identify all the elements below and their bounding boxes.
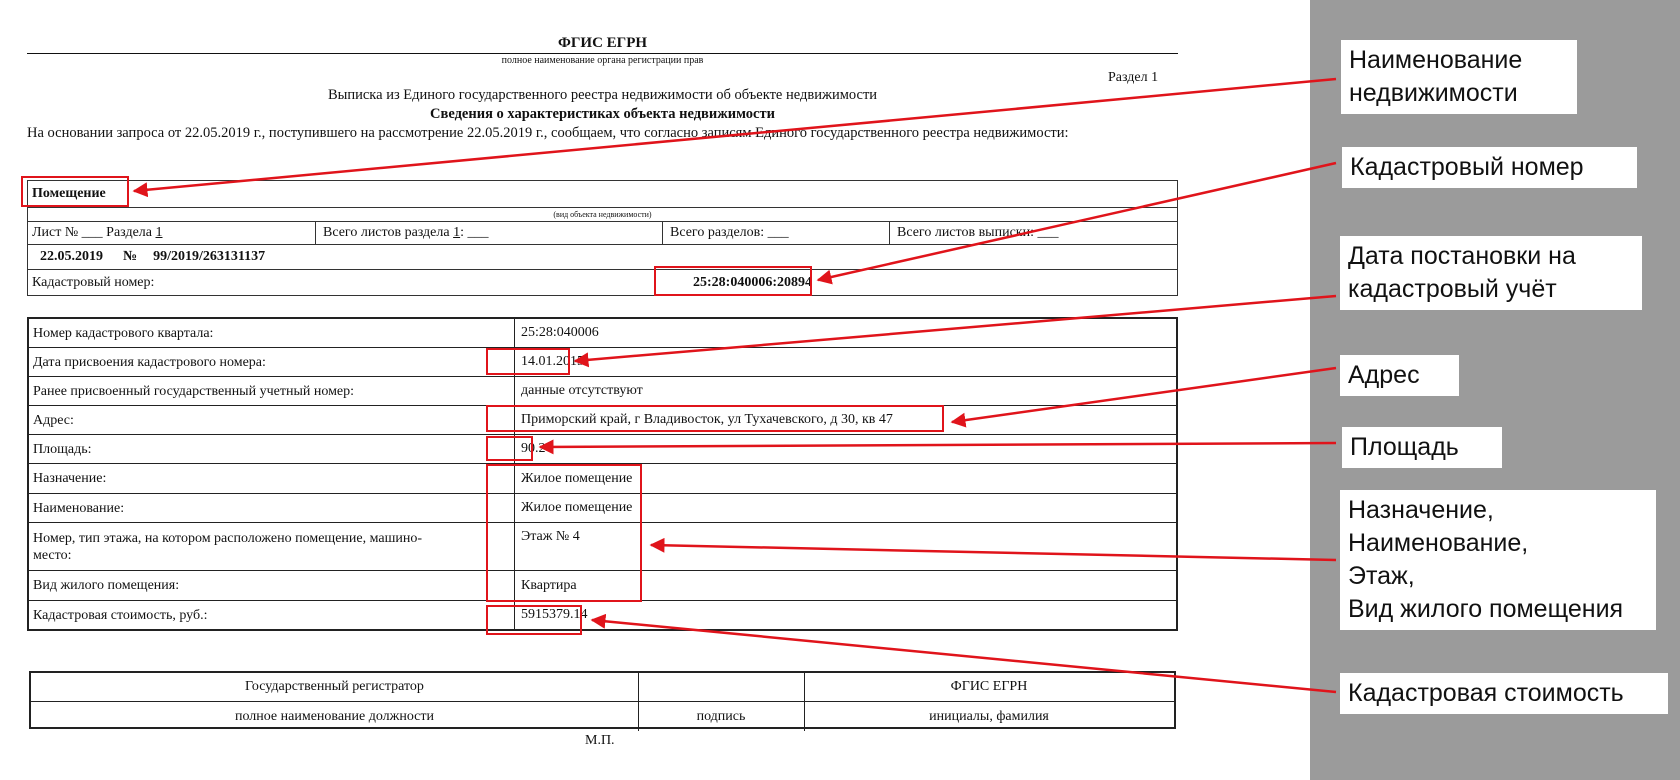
divider <box>315 222 316 244</box>
callout-purpose-line: Вид жилого помещения <box>1348 595 1624 623</box>
row-label: Номер, тип этажа, на котором расположено помещение, машино-место: <box>33 530 423 563</box>
signature-bottom-row <box>31 702 1174 731</box>
row-value: 25:28:040006 <box>521 325 599 340</box>
row-label: Площадь: <box>33 441 92 457</box>
highlight-object-type <box>21 176 129 207</box>
sheet-info-row <box>28 222 1177 245</box>
callout-purpose-line: Наименование, <box>1348 529 1529 557</box>
cadastral-number: 25:28:040006:20894 <box>693 275 812 290</box>
extract-date: 22.05.2019 <box>40 249 103 264</box>
total-sheets-cell <box>319 222 489 244</box>
object-type-caption-row <box>28 208 1177 222</box>
initials-caption: инициалы, фамилия <box>929 708 1049 724</box>
row-value: 14.01.2015 <box>521 354 584 369</box>
row-value: 5915379.14 <box>521 607 588 622</box>
divider <box>638 673 639 701</box>
divider <box>889 222 890 244</box>
org-caption: полное наименование органа регистрации прав <box>501 55 704 66</box>
callout-cadastral-number: Кадастровый номер <box>1342 147 1637 188</box>
callout-purpose-line: Назначение, <box>1348 496 1494 524</box>
section-value: 1 <box>155 225 163 240</box>
total-extract-sheets: Всего листов выписки: ___ <box>897 225 1059 240</box>
highlight-registration-date <box>486 348 570 375</box>
total-sections: Всего разделов: ___ <box>670 225 789 240</box>
org-title-underline <box>27 53 1178 54</box>
object-type: Помещение <box>32 186 106 201</box>
highlight-purpose-group <box>486 464 642 602</box>
number-sign: № <box>123 249 138 264</box>
row-label: Адрес: <box>33 412 74 428</box>
row-value: Квартира <box>521 577 577 593</box>
position-caption: полное наименование должности <box>234 708 435 724</box>
table-row <box>29 377 1176 406</box>
row-value: данные отсутствуют <box>521 383 643 398</box>
row-label: Назначение: <box>33 471 107 486</box>
row-label: Ранее присвоенный государственный учетный номер: <box>33 383 355 399</box>
callout-purpose-line: Этаж, <box>1348 562 1415 590</box>
cadastral-row <box>28 270 1177 296</box>
total-sheets-value: 1 <box>453 225 461 240</box>
total-sheets-suffix: : ___ <box>460 225 489 240</box>
row-label: Наименование: <box>33 500 125 516</box>
object-table <box>27 180 1178 296</box>
table-row <box>29 601 1176 629</box>
extract-date-number <box>36 245 265 269</box>
date-number-row <box>28 245 1177 270</box>
extract-subtitle: Сведения о характеристиках объекта недвижимости <box>430 106 775 122</box>
divider <box>662 222 663 244</box>
signature-top-row <box>31 673 1174 702</box>
callout-area: Площадь <box>1342 427 1502 468</box>
row-label: Кадастровая стоимость, руб.: <box>33 607 208 623</box>
table-row <box>29 348 1176 377</box>
callout-address: Адрес <box>1340 355 1459 396</box>
extract-number: 99/2019/263131137 <box>153 249 266 264</box>
callout-cost: Кадастровая стоимость <box>1340 673 1668 714</box>
section-number: Раздел 1 <box>1108 70 1159 85</box>
extract-title: Выписка из Единого государственного реестра недвижимости об объекте недвижимости <box>327 87 878 103</box>
row-label: Дата присвоения кадастрового номера: <box>33 354 266 370</box>
row-value: Приморский край, г Владивосток, ул Тухачевского, д 30, кв 47 <box>521 412 893 427</box>
row-label: Вид жилого помещения: <box>33 578 180 593</box>
registrar-system: ФГИС ЕГРН <box>950 679 1028 694</box>
basis-text: На основании запроса от 22.05.2019 г., поступившего на рассмотрение 22.05.2019 г., сообщаем, что согласно записям Единого государственного реестра недвижимости: <box>27 125 1069 141</box>
signature-caption: подпись <box>696 708 746 724</box>
row-value: 90.2 <box>521 441 546 456</box>
row-value: Этаж № 4 <box>521 529 580 544</box>
table-row <box>29 435 1176 464</box>
stamp-place: М.П. <box>585 733 615 748</box>
sheet-number-label: Лист № ___ Раздела <box>32 225 152 240</box>
highlight-cadastral-number <box>654 266 812 296</box>
object-type-row <box>28 181 1177 208</box>
highlight-area <box>486 436 533 461</box>
total-sheets-label: Всего листов раздела <box>323 225 450 240</box>
table-row <box>29 319 1176 348</box>
row-label: Номер кадастрового квартала: <box>33 325 214 341</box>
callout-purpose <box>1340 490 1656 630</box>
registrar-title: Государственный регистратор <box>245 679 424 694</box>
highlight-cost <box>486 605 582 635</box>
signature-table <box>29 671 1176 729</box>
org-title: ФГИС ЕГРН <box>557 35 648 51</box>
sheet-number-cell <box>28 222 163 244</box>
object-type-caption: (вид объекта недвижимости) <box>553 210 652 219</box>
row-value: Жилое помещение <box>521 500 633 515</box>
highlight-address <box>486 405 944 432</box>
cadastral-label: Кадастровый номер: <box>32 275 155 290</box>
callout-registration-date: Дата постановки на кадастровый учёт <box>1340 236 1642 310</box>
row-value: Жилое помещение <box>521 470 633 486</box>
callout-name: Наименование недвижимости <box>1341 40 1577 114</box>
